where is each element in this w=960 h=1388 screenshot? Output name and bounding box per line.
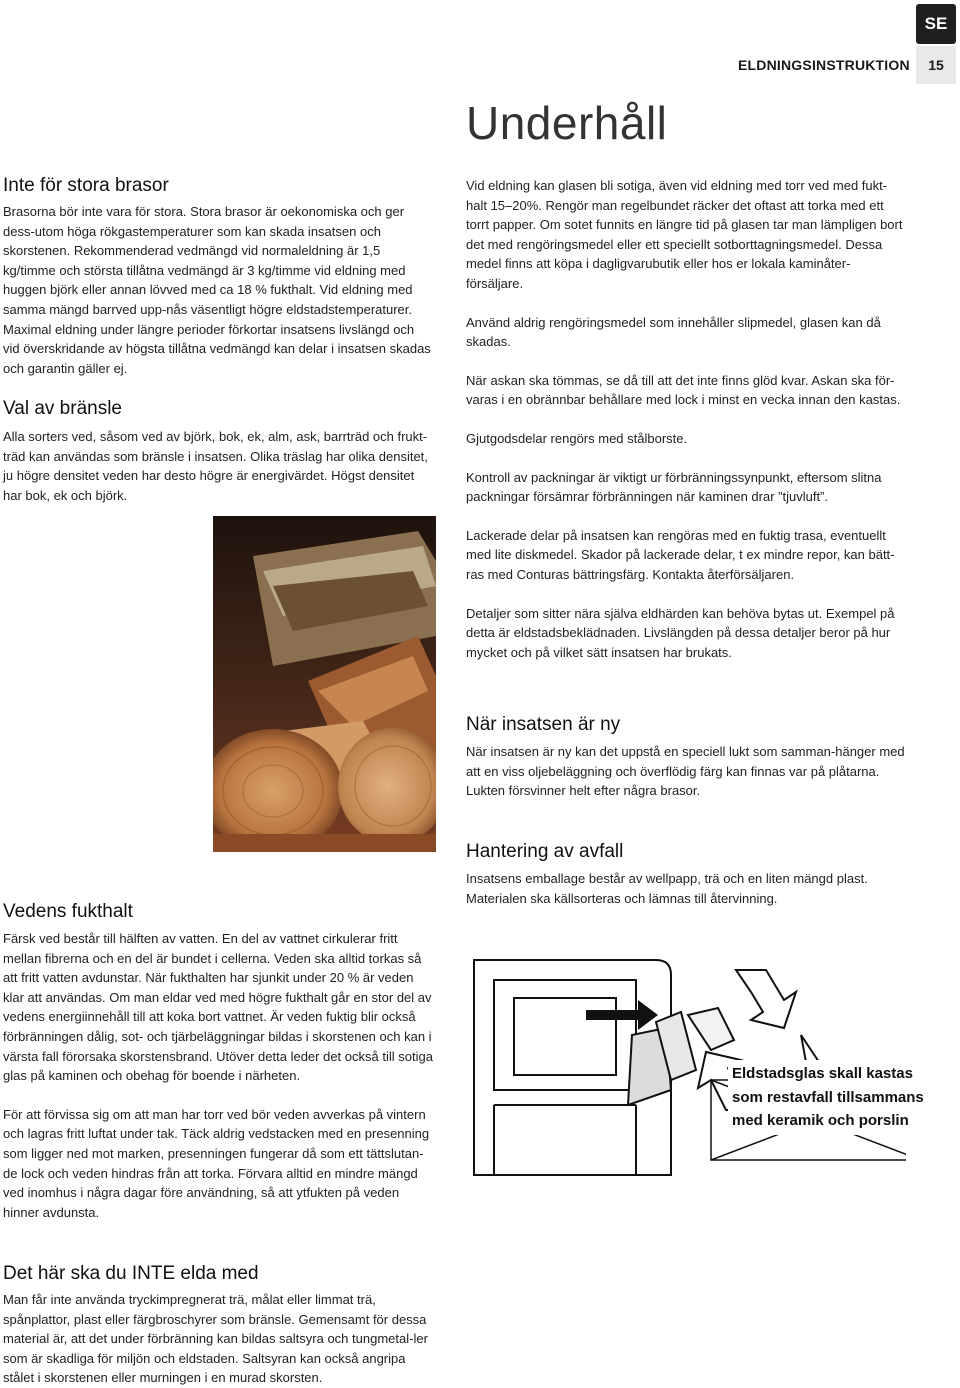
section-fuel-choice	[3, 398, 433, 505]
heading-new-insert: När insatsen är ny	[466, 714, 621, 735]
text-wood-moisture-2: För att förvissa sig om att man har torr ved bör veden avverkas på vintern och lagras fritt luftat under tak. Täck aldrig vedstacken med en presenning som ligger ned mot marken, presenningen fungerar då som ett tättslutan-de lock och veden hindras från att torka. Förvara alltid en mindre mängd ved inomhus i några dagar före användning, så att ytfukten på veden hinner avdunsta.	[3, 1106, 430, 1220]
text-wood-moisture-1: Färsk ved består till hälften av vatten. En del av vattnet cirkulerar fritt mellan fibrerna och en del är bundet i cellerna. Veden ska alltid torkas så att fritt vatten avdunstar. När fukthalten har sjunkit under 20 % är veden klar att användas. Om man eldar ved med högre fukthalt går en stor del av vedens energiinnehåll till att koka bort vattnet. Är veden fuktig blir också förbränningen dålig, sot- och tjärbeläggningar bildas i skorstenen och kan i värsta fall förorsaka skorstensbrand. Utöver detta leder det också till sotiga glas på kaminen och obehag för boende i närheten.	[3, 931, 433, 1084]
text-ash-emptying: När askan ska tömmas, se då till att det inte finns glöd kvar. Askan ska för-varas i en obrännbar behållare med lock i minst en vecka innan den kastas.	[466, 372, 901, 408]
text-large-fires: Brasorna bör inte vara för stora. Stora brasor är oekonomiska och ger dess-utom höga rökgastemperaturer som kan skada insatsen och skorstenen. Rekommenderad vedmängd vid normaleldning är 1,5 kg/timme och största tillåtna vedmängd är 3 kg/timme vid eldning med huggen björk eller annan lövved med ca 18 % fukthalt. Vid eldning med samma mängd barrved upp-nås väsentligt högre eldstadstemperaturer. Maximal eldning under längre perioder förkortar insatsens livslängd och vid överskridande av högsta tillåtna vedmängd kan delar i insatsen skadas och garantin gäller ej.	[3, 204, 431, 376]
firewood-illustration	[213, 516, 436, 852]
text-do-not-burn: Man får inte använda tryckimpregnerat trä, målat eller limmat trä, spånplattor, plast eller färgbroschyrer som bränsle. Gemensamt för dessa material är, att det under förbränning kan bildas saltsyra och tungmetal-ler som är skadliga för miljön och eldstaden. Saltsyran kan också angripa stålet i skorstenen eller murningen i en murad skorsten.	[3, 1292, 428, 1386]
heading-fuel-choice: Val av bränsle	[3, 398, 122, 419]
text-replace-parts: Detaljer som sitter nära själva eldhärden kan behöva bytas ut. Exempel på detta är eldstadsbeklädnaden. Livslängden på dessa detaljer beror på hur mycket och på vilket sätt insatsen har brukats.	[466, 605, 895, 660]
text-gaskets: Kontroll av packningar är viktigt ur förbränningssynpunkt, eftersom slitna packningar försämrar förbränningen när kaminen drar ”tjuvluft”.	[466, 469, 882, 505]
text-no-abrasives: Använd aldrig rengöringsmedel som innehåller slipmedel, glasen kan då skadas.	[466, 314, 881, 350]
heading-do-not-burn: Det här ska du INTE elda med	[3, 1263, 259, 1284]
text-new-insert: När insatsen är ny kan det uppstå en speciell lukt som samman-hänger med att en viss oljebeläggning och överflödig färg kan finnas var på plåtarna. Lukten försvinner helt efter några brasor.	[466, 744, 905, 799]
heading-large-fires: Inte för stora brasor	[3, 175, 169, 196]
heading-waste: Hantering av avfall	[466, 841, 624, 862]
section-do-not-burn	[3, 1263, 433, 1388]
text-fuel-choice: Alla sorters ved, såsom ved av björk, bok, ek, alm, ask, barrträd och frukt-träd kan användas som bränsle i insatsen. Olika träslag har olika densitet, ju högre densitet veden har desto högre är energivärdet. Högst densitet har bok, ek och björk.	[3, 429, 428, 503]
text-cast-iron: Gjutgodsdelar rengörs med stålborste.	[466, 430, 688, 446]
section-large-fires	[3, 175, 433, 378]
language-badge: SE	[916, 4, 956, 44]
text-painted-parts: Lackerade delar på insatsen kan rengöras med en fuktig trasa, eventuellt med lite diskmedel. Skador på lackerade delar, t ex mindre repor, kan bätt-ras med Conturas bättringsfärg. Kontakta återförsäljaren.	[466, 527, 895, 582]
stove-caption: Eldstadsglas skall kastas som restavfall tillsammans med keramik och porslin	[728, 1060, 936, 1135]
firewood-photo	[213, 516, 436, 852]
text-waste: Insatsens emballage består av wellpapp, trä och en liten mängd plast. Materialen ska källsorteras och lämnas till återvinning.	[466, 871, 868, 906]
section-new-insert	[466, 714, 906, 801]
text-glass-cleaning: Vid eldning kan glasen bli sotiga, även vid eldning med torr ved med fukt-halt 15–20%. Rengör man regelbundet räcker det oftast att torka med ett torrt papper. Om sotet funnits en längre tid på glasen tar man lämpligen bort det med rengöringsmedel eller ett speciellt sotborttagningsmedel. Dessa medel finns att köpa i dagligvarubutik eller hos er lokala kaminåter-försäljare.	[466, 178, 903, 291]
heading-wood-moisture: Vedens fukthalt	[3, 901, 133, 922]
section-label: ELDNINGSINSTRUKTION	[738, 57, 910, 73]
page-number: 15	[916, 46, 956, 84]
section-waste	[466, 841, 906, 908]
maintenance-text	[466, 176, 906, 662]
section-wood-moisture	[3, 901, 433, 1222]
page-title: Underhåll	[466, 97, 668, 149]
